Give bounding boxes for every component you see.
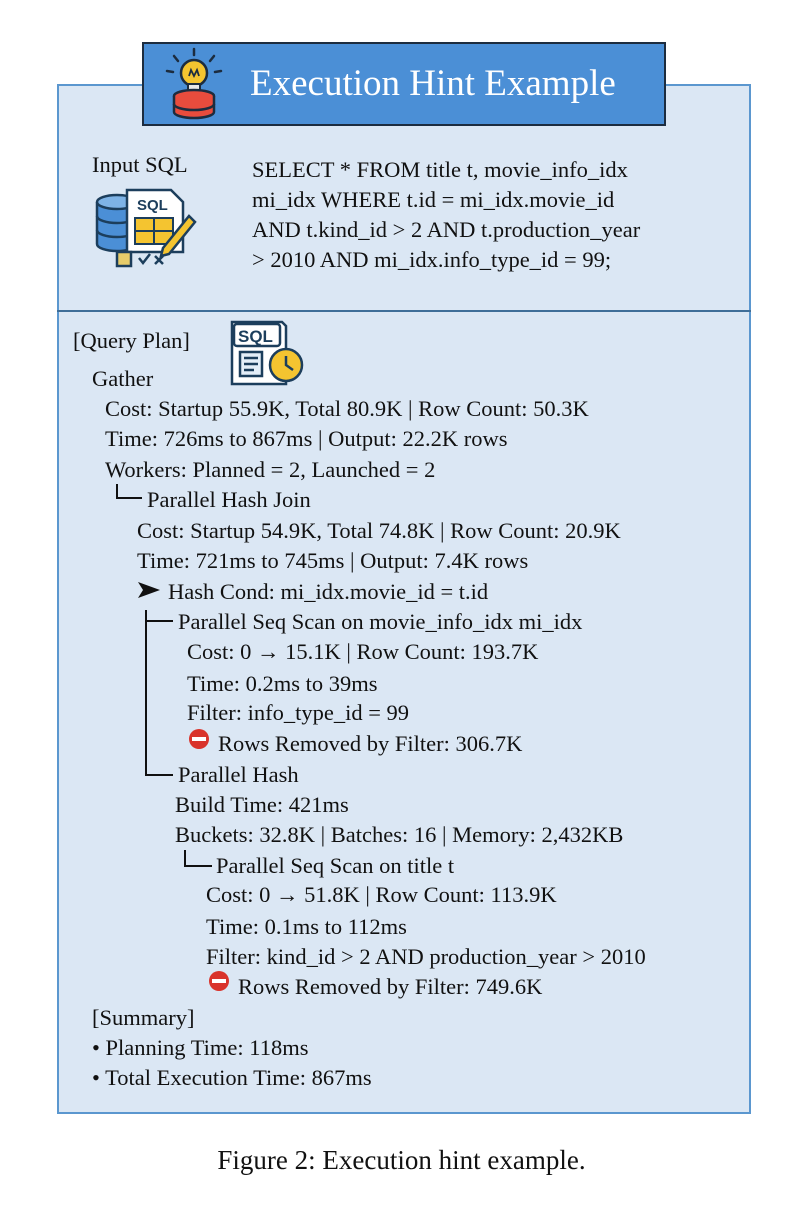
sql-document-clock-icon xyxy=(228,318,308,390)
seq-scan-filter: Filter: kind_id > 2 AND production_year > 2010 xyxy=(206,944,646,969)
hash-cond: Hash Cond: mi_idx.movie_id = t.id xyxy=(168,579,489,604)
stop-sign-icon xyxy=(208,970,230,992)
hash-join-time: Time: 721ms to 745ms | Output: 7.4K rows xyxy=(137,548,529,573)
sql-database-icon xyxy=(93,186,201,272)
hash-join-cost: Cost: Startup 54.9K, Total 74.8K | Row Count: 20.9K xyxy=(137,518,621,543)
seq-scan-time: Time: 0.1ms to 112ms xyxy=(206,914,407,939)
input-sql-text xyxy=(252,155,722,275)
tree-connector xyxy=(184,865,212,867)
gather-time: Time: 726ms to 867ms | Output: 22.2K rows xyxy=(105,426,508,451)
arrowhead-icon xyxy=(137,581,161,599)
tree-connector xyxy=(116,497,142,499)
gather-node: Gather xyxy=(92,366,154,391)
gather-workers: Workers: Planned = 2, Launched = 2 xyxy=(105,457,436,482)
parallel-hash-node: Parallel Hash xyxy=(178,762,299,787)
svg-text:SQL: SQL xyxy=(137,197,168,214)
seq-scan-filter: Filter: info_type_id = 99 xyxy=(187,700,410,725)
parallel-hash-buckets: Buckets: 32.8K | Batches: 16 | Memory: 2,432KB xyxy=(175,822,624,847)
stop-sign-icon xyxy=(188,728,210,750)
summary-header: [Summary] xyxy=(92,1005,195,1030)
query-plan-header: [Query Plan] xyxy=(73,328,190,353)
tree-connector xyxy=(145,610,147,776)
sql-line: SELECT * FROM title t, movie_info_idx xyxy=(252,157,628,182)
seq-scan-node: Parallel Seq Scan on movie_info_idx mi_idx xyxy=(178,609,583,634)
tree-connector xyxy=(145,774,173,776)
seq-scan-rows-removed: Rows Removed by Filter: 306.7K xyxy=(218,731,523,756)
summary-execution-time: • Total Execution Time: 867ms xyxy=(92,1065,372,1090)
tree-connector xyxy=(145,620,173,622)
section-divider xyxy=(57,310,751,312)
gather-cost: Cost: Startup 55.9K, Total 80.9K | Row Count: 50.3K xyxy=(105,396,589,421)
figure-caption: Figure 2: Execution hint example. xyxy=(217,1145,586,1175)
input-sql-label: Input SQL xyxy=(92,152,188,177)
seq-scan-time: Time: 0.2ms to 39ms xyxy=(187,671,378,696)
sql-line: AND t.kind_id > 2 AND t.production_year xyxy=(252,217,641,242)
seq-scan-cost: Cost: 0 → 15.1K | Row Count: 193.7K xyxy=(187,639,539,664)
seq-scan-cost: Cost: 0 → 51.8K | Row Count: 113.9K xyxy=(206,882,557,907)
sql-line: > 2010 AND mi_idx.info_type_id = 99; xyxy=(252,247,612,272)
page-title: Execution Hint Example xyxy=(250,63,616,104)
parallel-hash-build-time: Build Time: 421ms xyxy=(175,792,349,817)
seq-scan-node: Parallel Seq Scan on title t xyxy=(216,853,455,878)
lightbulb-database-icon xyxy=(162,46,226,122)
hash-join-node: Parallel Hash Join xyxy=(147,487,311,512)
svg-text:SQL: SQL xyxy=(238,327,273,346)
summary-planning-time: • Planning Time: 118ms xyxy=(92,1035,309,1060)
sql-line: mi_idx WHERE t.id = mi_idx.movie_id xyxy=(252,187,615,212)
seq-scan-rows-removed: Rows Removed by Filter: 749.6K xyxy=(238,974,543,999)
